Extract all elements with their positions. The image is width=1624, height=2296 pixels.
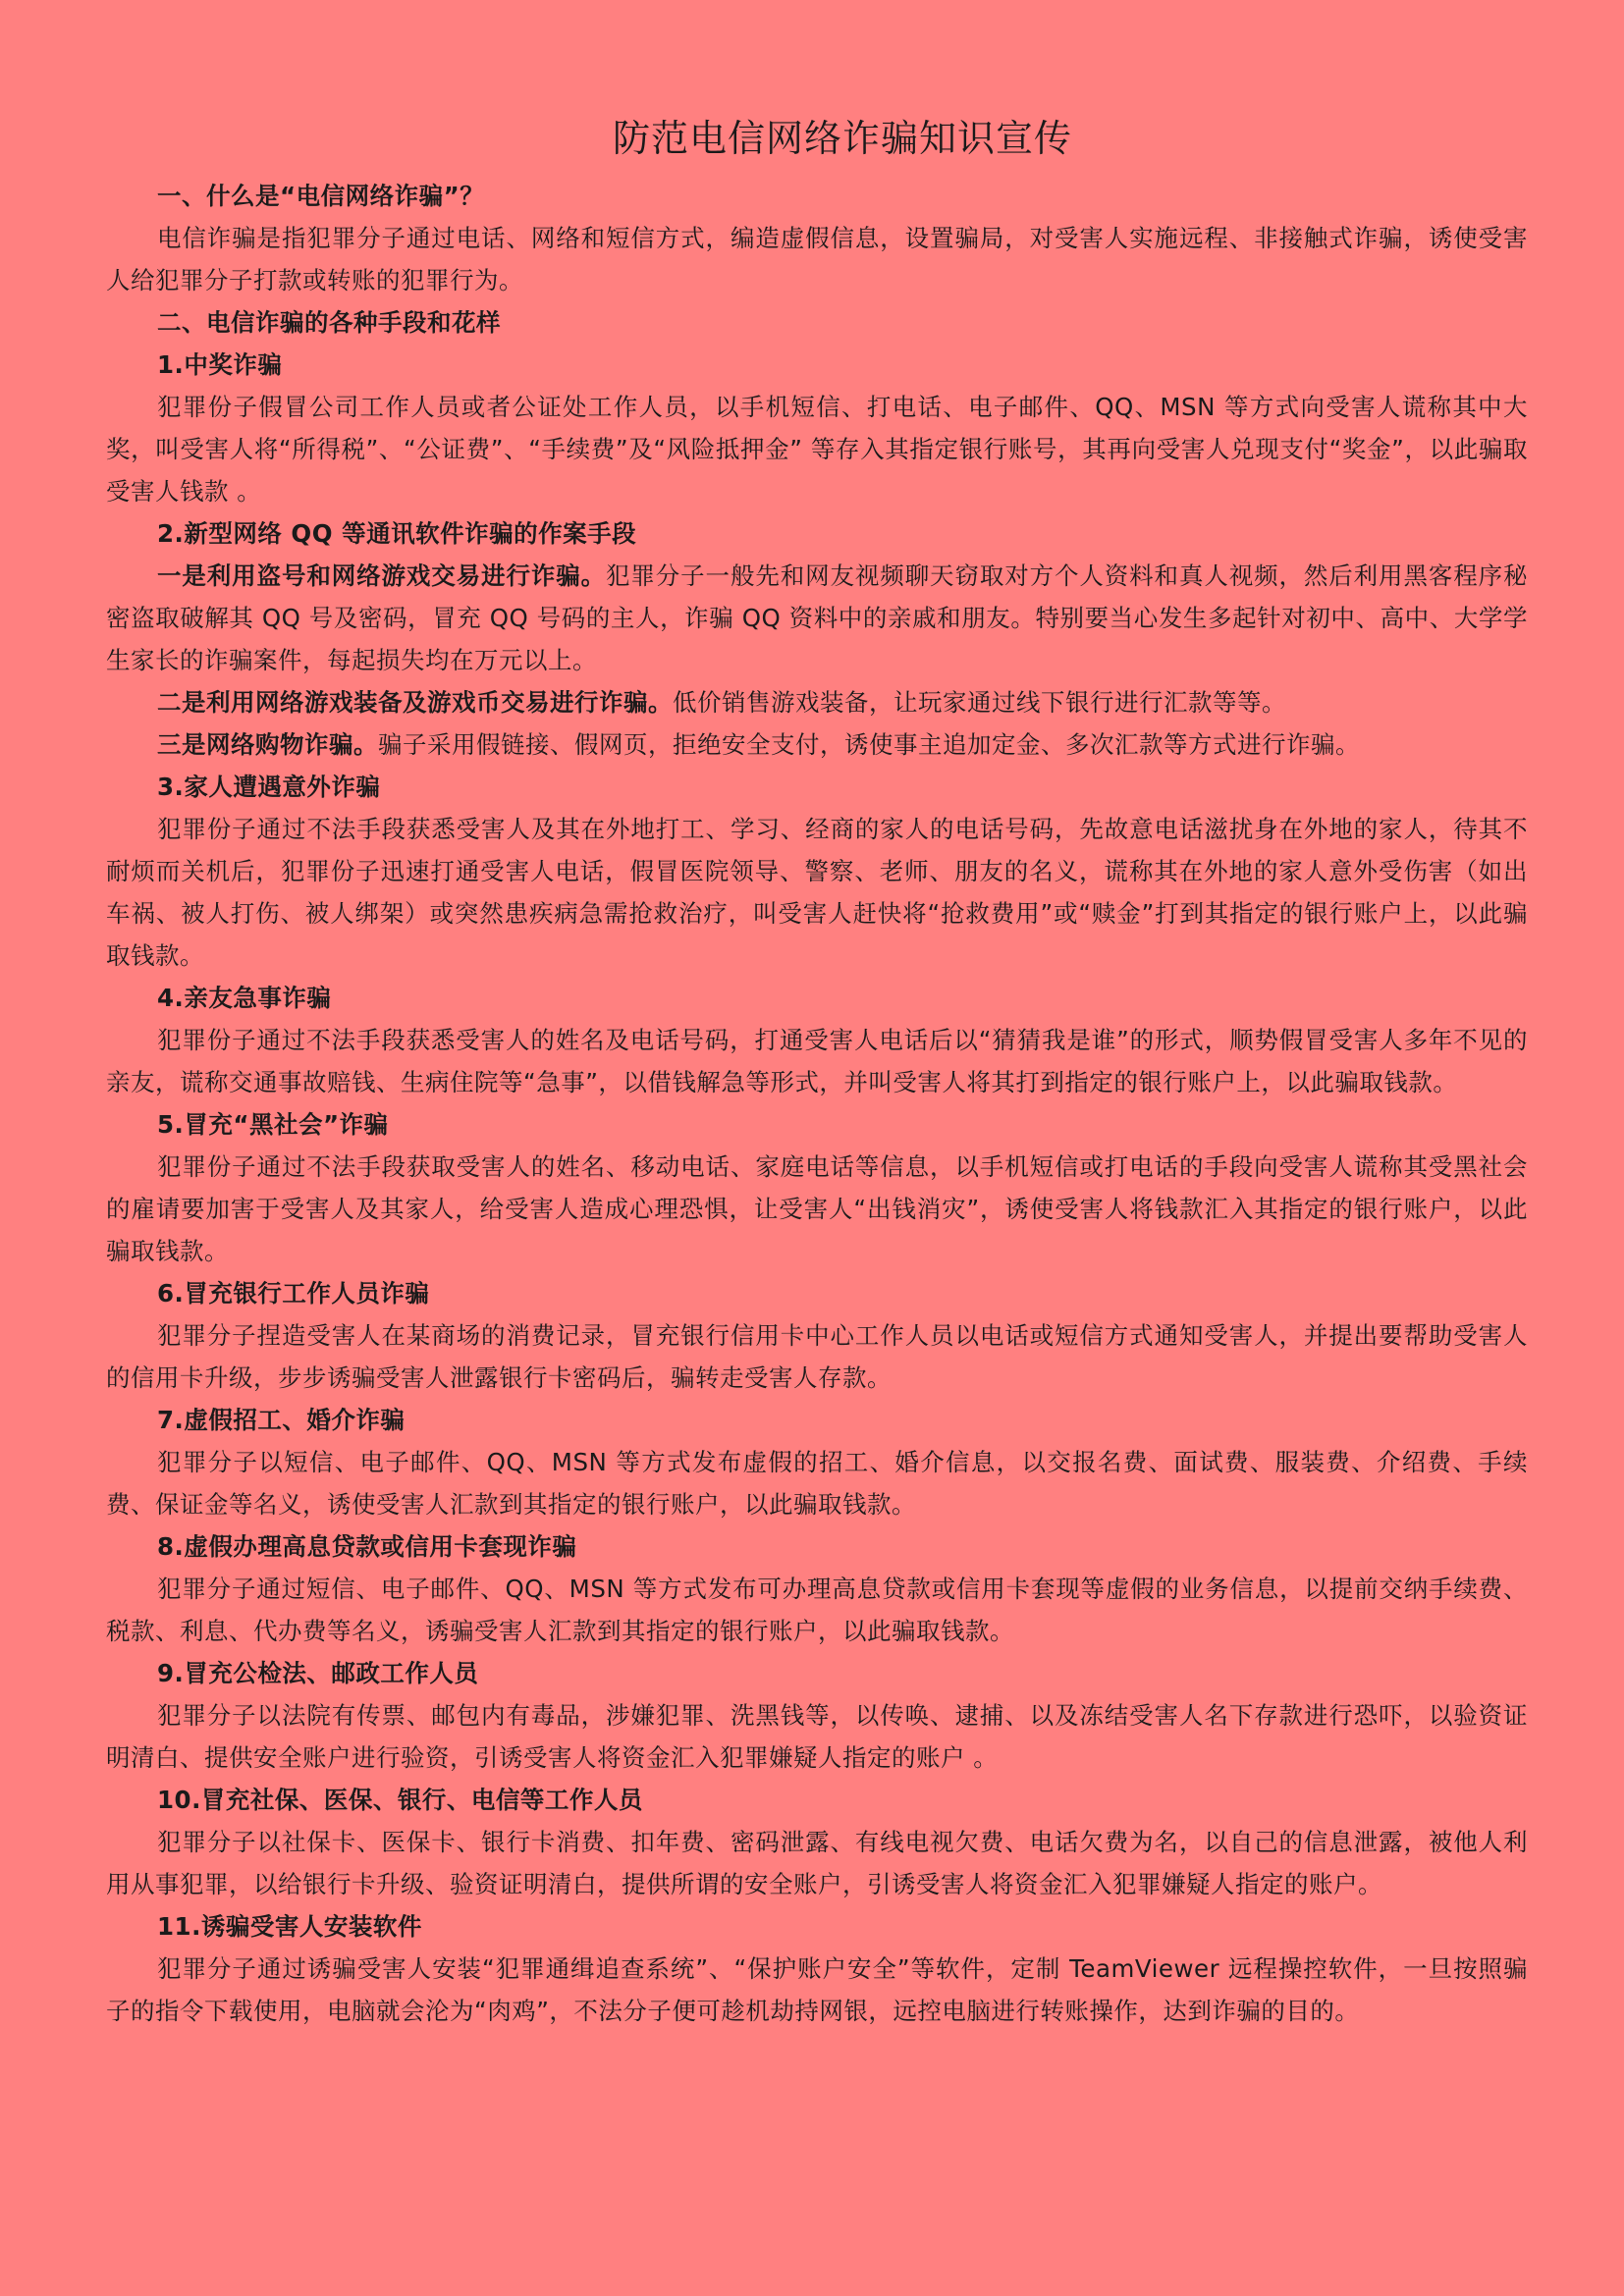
section-heading: 3.家人遭遇意外诈骗 [157,773,381,801]
body-paragraph: 犯罪份子通过不法手段获悉受害人的姓名及电话号码，打通受害人电话后以“猜猜我是谁”的形式，顺势假冒受害人多年不见的亲友，谎称交通事故赔钱、生病住院等“急事”，以借钱解急等形式，并叫受害人将其打到指定的银行账户上，以此骗取钱款。 [106,1026,1528,1096]
section-heading: 11.诱骗受害人安装软件 [157,1912,422,1941]
body-paragraph: 犯罪分子以法院有传票、邮包内有毒品，涉嫌犯罪、洗黑钱等，以传唤、逮捕、以及冻结受害人名下存款进行恐吓，以验资证明清白、提供安全账户进行验资，引诱受害人将资金汇入犯罪嫌疑人指定的账户 。 [106,1701,1528,1772]
body-paragraph: 犯罪分子通过短信、电子邮件、QQ、MSN 等方式发布可办理高息贷款或信用卡套现等虚假的业务信息，以提前交纳手续费、税款、利息、代办费等名义，诱骗受害人汇款到其指定的银行账户，以此骗取钱款。 [106,1575,1528,1645]
body-paragraph: 犯罪份子通过不法手段获取受害人的姓名、移动电话、家庭电话等信息，以手机短信或打电话的手段向受害人谎称其受黑社会的雇请要加害于受害人及其家人，给受害人造成心理恐惧，让受害人“出钱消灾”，诱使受害人将钱款汇入其指定的银行账户，以此骗取钱款。 [106,1152,1528,1265]
document-body [106,175,1528,2032]
section-heading: 4.亲友急事诈骗 [157,984,332,1012]
paragraph-text: 犯罪分子一般先和网友视频聊天窃取对方个人资料和真人视频，然后利用黑客程序秘密盗取破解其 QQ 号及密码，冒充 QQ 号码的主人，诈骗 QQ 资料中的亲戚和朋友。特别要当心发生多起针对初中、高中、大学学生家长的诈骗案件，每起损失均在万元以上。 [106,561,1528,674]
section-heading: 8.虚假办理高息贷款或信用卡套现诈骗 [157,1532,577,1561]
section-heading: 5.冒充“黑社会”诈骗 [157,1110,389,1139]
lead-paragraph [106,555,1528,681]
body-paragraph: 犯罪分子捏造受害人在某商场的消费记录，冒充银行信用卡中心工作人员以电话或短信方式通知受害人，并提出要帮助受害人的信用卡升级，步步诱骗受害人泄露银行卡密码后，骗转走受害人存款。 [106,1321,1528,1392]
section-heading: 1.中奖诈骗 [157,350,283,379]
section-heading: 6.冒充银行工作人员诈骗 [157,1279,430,1308]
section-heading: 7.虚假招工、婚介诈骗 [157,1406,406,1434]
paragraph-text: 低价销售游戏装备，让玩家通过线下银行进行汇款等等。 [673,688,1286,717]
body-paragraph: 犯罪分子以社保卡、医保卡、银行卡消费、扣年费、密码泄露、有线电视欠费、电话欠费为名，以自己的信息泄露，被他人利用从事犯罪，以给银行卡升级、验资证明清白，提供所谓的安全账户，引诱受害人将资金汇入犯罪嫌疑人指定的账户。 [106,1828,1528,1898]
body-paragraph: 犯罪分子以短信、电子邮件、QQ、MSN 等方式发布虚假的招工、婚介信息，以交报名费、面试费、服装费、介绍费、手续费、保证金等名义，诱使受害人汇款到其指定的银行账户，以此骗取钱款。 [106,1448,1528,1519]
paragraph-lead: 三是网络购物诈骗。 [157,730,378,759]
section-heading: 10.冒充社保、医保、银行、电信等工作人员 [157,1786,643,1814]
section-heading: 2.新型网络 QQ 等通讯软件诈骗的作案手段 [157,519,637,548]
lead-paragraph [106,681,1528,723]
lead-paragraph [106,723,1528,766]
section-heading: 一、什么是“电信网络诈骗”？ [157,182,485,210]
body-paragraph: 犯罪份子假冒公司工作人员或者公证处工作人员，以手机短信、打电话、电子邮件、QQ、MSN 等方式向受害人谎称其中大奖，叫受害人将“所得税”、“公证费”、“手续费”及“风险抵押金” 等存入其指定银行账号，其再向受害人兑现支付“奖金”，以此骗取受害人钱款 。 [106,393,1528,506]
section-heading: 二、电信诈骗的各种手段和花样 [157,308,501,337]
paragraph-text: 骗子采用假链接、假网页，拒绝安全支付，诱使事主追加定金、多次汇款等方式进行诈骗。 [378,730,1360,759]
paragraph-lead: 一是利用盗号和网络游戏交易进行诈骗。 [157,561,606,590]
body-paragraph: 犯罪分子通过诱骗受害人安装“犯罪通缉追查系统”、“保护账户安全”等软件，定制 TeamViewer 远程操控软件，一旦按照骗子的指令下载使用，电脑就会沦为“肉鸡”，不法分子便可趁机劫持网银，远控电脑进行转账操作，达到诈骗的目的。 [106,1954,1528,2025]
paragraph-lead: 二是利用网络游戏装备及游戏币交易进行诈骗。 [157,688,673,717]
document-title: 防范电信网络诈骗知识宣传 [612,117,1072,160]
body-paragraph: 犯罪份子通过不法手段获悉受害人及其在外地打工、学习、经商的家人的电话号码，先故意电话滋扰身在外地的家人，待其不耐烦而关机后，犯罪份子迅速打通受害人电话，假冒医院领导、警察、老师、朋友的名义，谎称其在外地的家人意外受伤害（如出车祸、被人打伤、被人绑架）或突然患疾病急需抢救治疗，叫受害人赶快将“抢救费用”或“赎金”打到其指定的银行账户上，以此骗取钱款。 [106,815,1528,970]
section-heading: 9.冒充公检法、邮政工作人员 [157,1659,479,1687]
body-paragraph: 电信诈骗是指犯罪分子通过电话、网络和短信方式，编造虚假信息，设置骗局，对受害人实施远程、非接触式诈骗，诱使受害人给犯罪分子打款或转账的犯罪行为。 [106,224,1528,294]
